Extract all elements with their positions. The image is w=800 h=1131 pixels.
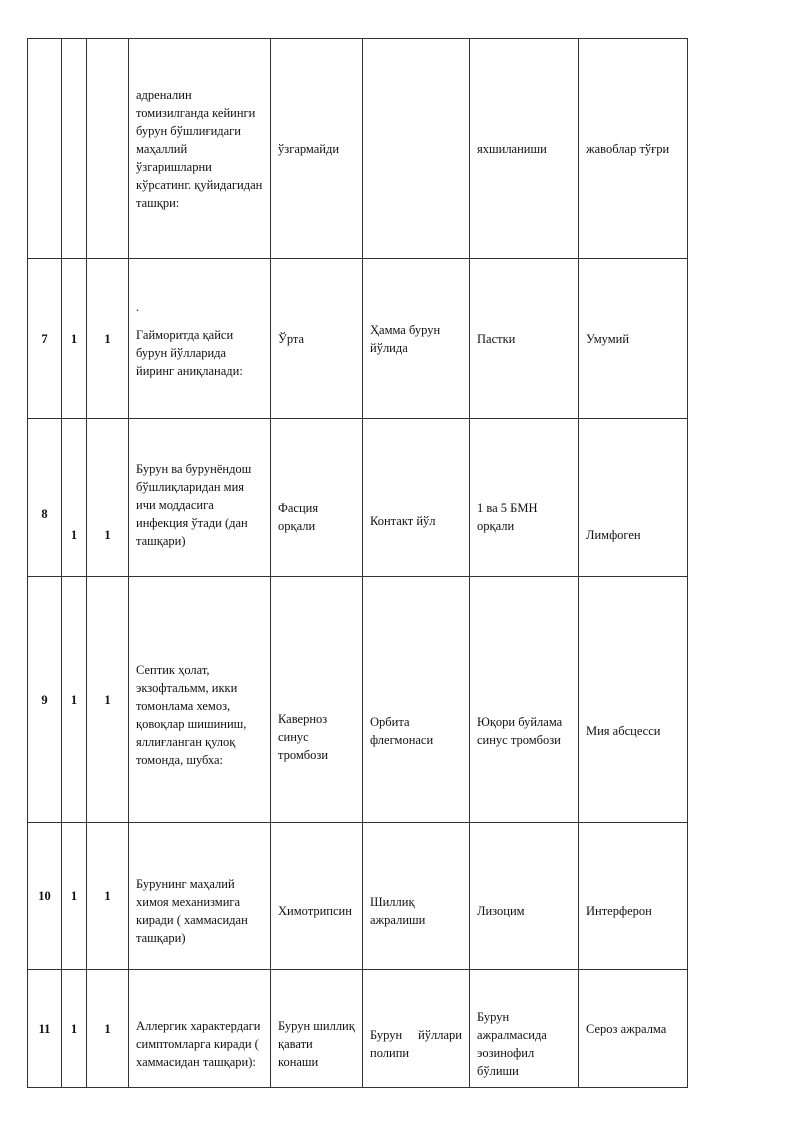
column-two-value	[62, 39, 87, 259]
answer-c: 1 ва 5 БМН орқали	[470, 419, 579, 577]
column-three-value: 1	[87, 577, 129, 823]
answer-c: Пастки	[470, 259, 579, 419]
answer-b: Шиллиқ ажралиши	[363, 823, 470, 970]
answer-d: Сероз ажралма	[579, 970, 688, 1088]
table-row	[28, 39, 688, 259]
question-number: 10	[28, 823, 62, 970]
answer-d: жавоблар тўғри	[579, 39, 688, 259]
table-row	[28, 577, 688, 823]
answer-c: Лизоцим	[470, 823, 579, 970]
question-text: адреналин томизилганда кейинги бурун бўшлиғидаги маҳаллий ўзгаришларни кўрсатинг. қуйидагидан ташқри:	[129, 39, 271, 259]
question-text: Бурунинг маҳалий химоя механизмига киради ( хаммасидан ташқари)	[129, 823, 271, 970]
question-table	[27, 38, 688, 1088]
answer-b: Контакт йўл	[363, 419, 470, 577]
answer-a: Каверноз синус тромбози	[271, 577, 363, 823]
answer-d: Интерферон	[579, 823, 688, 970]
answer-a: ўзгармайди	[271, 39, 363, 259]
answer-b: Бурун йўллари полипи	[363, 970, 470, 1088]
answer-c: яхшиланиши	[470, 39, 579, 259]
question-dot: .	[136, 300, 140, 314]
question-number: 7	[28, 259, 62, 419]
answer-b	[363, 39, 470, 259]
question-text: Септик ҳолат, экзофтальмм, икки томонлама хемоз, қовоқлар шишиниш, яллиғланган қулоқ томонда, шубха:	[129, 577, 271, 823]
column-three-value: 1	[87, 419, 129, 577]
column-two-value: 1	[62, 419, 87, 577]
column-three-value: 1	[87, 823, 129, 970]
question-number: 9	[28, 577, 62, 823]
column-three-value	[87, 39, 129, 259]
column-two-value: 1	[62, 823, 87, 970]
answer-d: Мия абсцесси	[579, 577, 688, 823]
answer-c: Юқори буйлама синус тромбози	[470, 577, 579, 823]
question-text: Бурун ва бурунёндош бўшлиқларидан мия ичи моддасига инфекция ўтади (дан ташқари)	[129, 419, 271, 577]
answer-a: Ўрта	[271, 259, 363, 419]
column-three-value: 1	[87, 259, 129, 419]
question-text: Гаймoритда қайси бурун йўлларида йиринг аниқланади:	[136, 328, 243, 378]
table-row	[28, 259, 688, 419]
answer-a: Химотрипсин	[271, 823, 363, 970]
column-two-value: 1	[62, 259, 87, 419]
table-row	[28, 970, 688, 1088]
answer-d: Лимфоген	[579, 419, 688, 577]
answer-b: Орбита флегмонаси	[363, 577, 470, 823]
column-two-value: 1	[62, 577, 87, 823]
question-number	[28, 39, 62, 259]
answer-a: Бурун шиллиқ қавати конаши	[271, 970, 363, 1088]
answer-a: Фасция орқали	[271, 419, 363, 577]
answer-d: Умумий	[579, 259, 688, 419]
question-cell	[129, 259, 271, 419]
question-number: 11	[28, 970, 62, 1088]
question-number: 8	[28, 419, 62, 577]
column-two-value: 1	[62, 970, 87, 1088]
answer-c: Бурун ажралмасида эозинофил бўлиши	[470, 970, 579, 1088]
table-row	[28, 823, 688, 970]
column-three-value: 1	[87, 970, 129, 1088]
question-text: Аллергик характердаги симптомларга киради ( хаммасидан ташқари):	[129, 970, 271, 1088]
table-row	[28, 419, 688, 577]
answer-b: Ҳамма бурун йўлида	[363, 259, 470, 419]
